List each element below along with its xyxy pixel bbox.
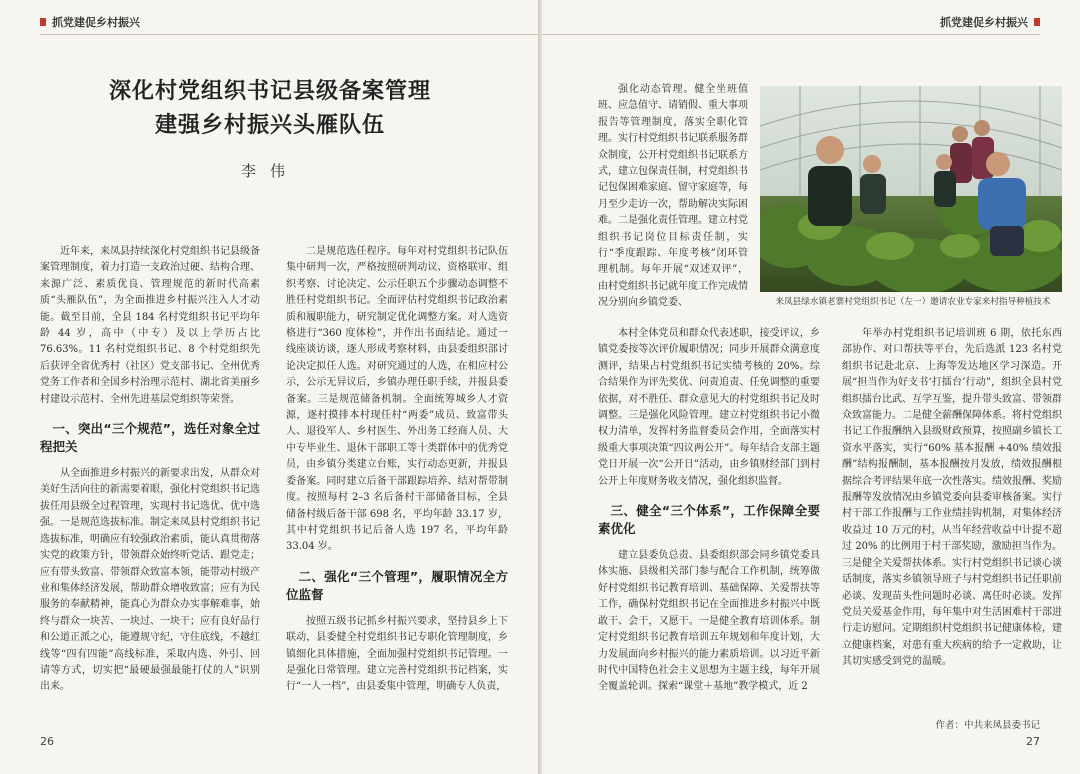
paragraph: 本村全体党员和群众代表述职，接受评议，乡镇党委按等次评价履职情况；同步开展群众满意度测评，结果占村党组织书记实绩考核的 20%。综合结果作为评先奖优、问责追责、任免调整的重要依据，对不胜任、群众意见大的村党组织书记及时调整。三是强化风险管理。建立村党组织书记小微权力清单，发挥村务监督委员会作用，全面落实村级重大事项决策“四议两公开”。每年结合支部主题党日开展一次“公开日”活动，由乡镇财经部门到村公开上年度财务收支情况，强化组织监督。	[598, 328, 820, 487]
paragraph: 从全面推进乡村振兴的新要求出发，从群众对美好生活向往的新需要着眼，强化村党组织书记选拔任用县级全过程管理，实现村书记选优、优中选强。一是规范选拔标准。制定来凤县村党组织书记选拔标准，明确应有较强政治素质，能认真贯彻落实党的政策方针，带领群众始终听党话、跟党走；应有带头致富、带领群众致富本领，能带动村级产业和集体经济发展，帮助群众增收致富；应有为民服务的奉献精神，能真心为群众办实事解难事，始终与群众一块苦、一块过、一块干；应有良好品行和公道正派之心，能遵规守纪，守住底线，不越红线等“四有四能”高线标准，采取内选、外引、回请等方式，切实把“最硬最强最能打仗的人”识别出来。	[40, 468, 260, 693]
title-line-1: 深化村党组织书记县级备案管理	[108, 78, 431, 104]
page-number-right: 27	[1026, 735, 1040, 748]
page-number-left: 26	[40, 735, 54, 748]
paragraph: 近年来，来凤县持续深化村党组织书记县级备案管理制度，着力打造一支政治过硬、结构合理、来源广泛、素质优良、管理规范的新时代高素质“头雁队伍”，为全面推进乡村振兴注入人才动能。截至目前，全县 184 名村党组织书记平均年龄 44 岁，高中（中专）及以上学历占比 76.63%。11 名村党组织书记、8 个村党组织先后获评全省优秀村（社区）党支部书记、全州优秀党务工作者和全国乡村治理示范村、湖北省美丽乡村建设示范村、全州先进基层党组织等荣誉。	[40, 246, 260, 405]
author-byline: 作者：中共来凤县委书记	[935, 720, 1040, 731]
header-rule	[40, 34, 538, 35]
paragraph: 强化动态管理。健全坐班值班、应急值守、请销假、重大事项报告等管理制度，落实全职化管理。实行村党组织书记联系服务群众制度，公开村党组织书记联系方式，建立包保责任制，村党组织书记包保困难家庭、留守家庭等，每月至少走访一次，帮助解决实际困难。二是强化责任管理。建立村党组织书记岗位目标责任制，实行“季度跟踪、年度考核”闭环管理机制。每年开展“双述双评”，由村党组织书记就年度工作完成情况分别向乡镇党委、	[598, 84, 748, 309]
header-rule	[542, 34, 1040, 35]
section-heading-2: 二、强化“三个管理”，履职情况全方位监督	[286, 568, 508, 602]
left-page	[0, 0, 538, 774]
left-column-1	[40, 244, 260, 696]
article-photo	[760, 86, 1062, 292]
article-title	[60, 74, 480, 142]
section-marker-icon	[40, 18, 46, 26]
paragraph: 按照五级书记抓乡村振兴要求，坚持县乡上下联动，县委健全村党组织书记专职化管理制度，乡镇细化具体措施，全面加强村党组织书记管理。一是强化日常管理。建立完善村党组织书记档案，实行“一人一档”，由县委集中管理，明确专人负责，	[286, 615, 508, 693]
right-page	[542, 0, 1080, 774]
title-line-2: 建强乡村振兴头雁队伍	[154, 112, 385, 138]
paragraph: 年举办村党组织书记培训班 6 期，依托东西部协作、对口帮扶等平台，先后选派 123 名村党组织书记赴北京、上海等发达地区学习深造。开展“担当作为好支书‘打擂台’行动”，组织全县村党组织擂台比武、互学互鉴，提升带头致富、带领群众致富能力。二是健全薪酬保障体系。将村党组织书记工作报酬纳入县级财政预算，按照副乡镇长工资水平落实，实行“60% 基本报酬 +40% 绩效报酬”结构报酬制，基本报酬按月发放，绩效报酬根据综合考评结果年底一次性落实。绩效报酬、奖励报酬等发放情况由乡镇党委向县委审核备案。实行村干部工作报酬与工作业绩挂钩机制，对集体经济收益过 10 万元的村，从当年经营收益中计提不超过 20% 的比例用于村干部奖励，激励担当作为。三是健全关爱帮扶体系。实行村党组织书记谈心谈话制度，落实乡镇领导班子与村党组织书记任职前必谈、发现苗头性问题时必谈、离任时必谈。发挥党员关爱基金作用，每年集中对生活困难村干部进行走访慰问。定期组织村党组织书记健康体检，建立健康档案，对患有重大疾病的给予一定救助，让其切实感受到党的温暖。	[842, 328, 1062, 668]
paragraph: 二是规范选任程序。每年对村党组织书记队伍集中研判一次，严格按照研判动议、资格联审、组织考察、讨论决定、公示任职五个步骤动态调整不胜任村党组织书记。全面评估村党组织书记政治素质和履职能力，研究制定优化调整方案。对人选资格进行“360 度体检”，并作出书面结论。通过一线座谈访谈，逐人形成考察材料，由县委组织部讨论决定拟任人选。对研究通过的人选，在相应村公示，公示无异议后，乡镇办理任职手续，并报县委备案。三是规范储备机制。全面统筹城乡人才资源，逐村摸排本村现任村“两委”成员、致富带头人、退役军人、乡村医生、外出务工经商人员、大中专毕业生、退休干部职工等十类群体中的优秀党员，由乡镇分类建立台账，实行动态更新，并报县委备案。同时建立后备干部跟踪培养、结对帮带制度。按照每村 2–3 名后备村干部储备目标，全县储备村级后备干部 698 名，平均年龄 33.17 岁，其中村党组织书记后备人选 197 名，平均年龄 33.04 岁。	[286, 246, 508, 553]
section-heading-3: 三、健全“三个体系”，工作保障全要素优化	[598, 503, 820, 537]
author-name: 李伟	[240, 162, 299, 180]
section-header-left	[40, 14, 140, 30]
left-column-2	[286, 244, 508, 696]
right-column-2	[598, 326, 820, 696]
section-label: 抓党建促乡村振兴	[52, 16, 140, 29]
right-column-3	[842, 326, 1062, 671]
photo-caption: 来凤县绿水镇老寨村党组织书记（左一）邀请农业专家来村指导种植技术	[775, 297, 1051, 307]
section-heading-1: 一、突出“三个规范”，选任对象全过程把关	[40, 421, 260, 455]
paragraph: 建立县委负总责、县委组织部会同乡镇党委具体实施、县级相关部门参与配合工作机制，统筹做好村党组织书记教育培训、基础保障、关爱帮扶等工作，确保村党组织书记在全面推进乡村振兴中既敢干、会干，又愿干。一是健全教育培训体系。制定村党组织书记教育培训五年规划和年度计划，大力发展面向乡村振兴的能力素质培训。以习近平新时代中国特色社会主义思想为主题主线，每年开展全覆盖轮训。探索“课堂＋基地”教学模式，近 2	[598, 550, 820, 693]
greenhouse-photo-illustration	[760, 86, 1062, 292]
section-label: 抓党建促乡村振兴	[940, 16, 1028, 29]
section-marker-icon	[1034, 18, 1040, 26]
section-header-right	[940, 14, 1040, 30]
right-column-1	[598, 82, 748, 312]
